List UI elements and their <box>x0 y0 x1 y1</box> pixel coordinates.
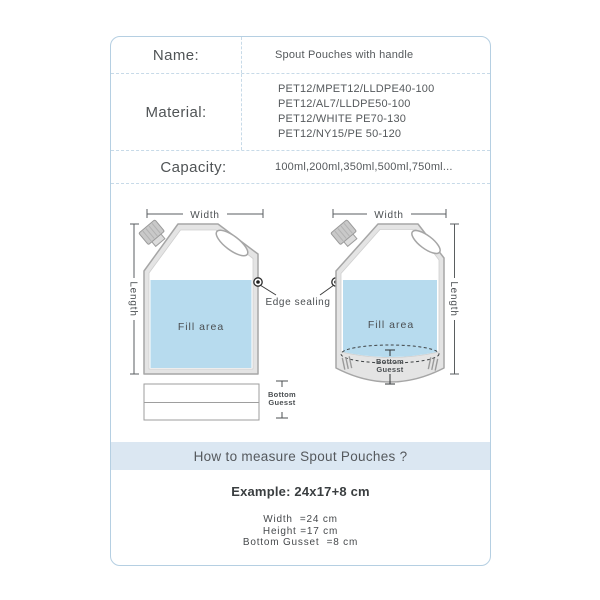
table-row-material <box>111 74 490 151</box>
name-label: Name: <box>111 37 242 73</box>
measurement-diagram <box>111 184 490 442</box>
width-label-left: Width <box>190 210 220 221</box>
example-title: Example: 24x17+8 cm <box>231 484 370 499</box>
capacity-label: Capacity: <box>160 158 227 176</box>
how-to-measure-banner: How to measure Spout Pouches ? <box>111 442 490 470</box>
gusset-label-right-2: Guesst <box>376 365 404 374</box>
material-line: PET12/NY15/PE 50-120 <box>278 128 402 140</box>
fill-area-label-left: Fill area <box>177 321 225 333</box>
gusset-label-right-1: Bottom <box>375 357 405 366</box>
material-line: PET12/MPET12/LLDPE40-100 <box>278 83 435 95</box>
measure-lines <box>111 514 490 549</box>
measure-line-gusset: Bottom Gusset =8 cm <box>242 537 359 548</box>
gusset-label-left-2: Guesst <box>268 398 296 407</box>
gusset-label-left-1: Bottom <box>267 390 297 399</box>
material-lines <box>278 82 434 142</box>
material-line: PET12/AL7/LLDPE50-100 <box>278 98 411 110</box>
length-label-right: Length <box>448 281 459 317</box>
edge-sealing-label: Edge sealing <box>265 297 331 308</box>
spec-card <box>110 36 491 566</box>
material-value <box>242 74 490 150</box>
length-label-left: Length <box>127 281 139 317</box>
table-row-name <box>111 37 490 74</box>
name-value: Spout Pouches with handle <box>275 49 414 61</box>
measure-line-width: Width =24 cm <box>263 514 338 525</box>
material-label: Material: <box>111 74 242 150</box>
length-label-right-group <box>448 278 461 320</box>
material-line: PET12/WHITE PE70-130 <box>278 113 407 125</box>
bottom-gusset-box <box>144 384 259 420</box>
width-label-right: Width <box>374 210 404 221</box>
length-label-left-group <box>128 278 141 320</box>
edge-sealing-marker-left <box>254 278 262 286</box>
edge-sealing-callout <box>254 278 340 308</box>
capacity-value: 100ml,200ml,350ml,500ml,750ml... <box>275 161 453 173</box>
spout-cap-icon <box>331 220 361 250</box>
pouch-right <box>331 207 461 384</box>
measure-line-height: Height =17 cm <box>262 525 339 537</box>
pouch-left <box>128 207 297 420</box>
table-row-capacity <box>111 151 490 184</box>
fill-area-label-right: Fill area <box>367 319 415 331</box>
